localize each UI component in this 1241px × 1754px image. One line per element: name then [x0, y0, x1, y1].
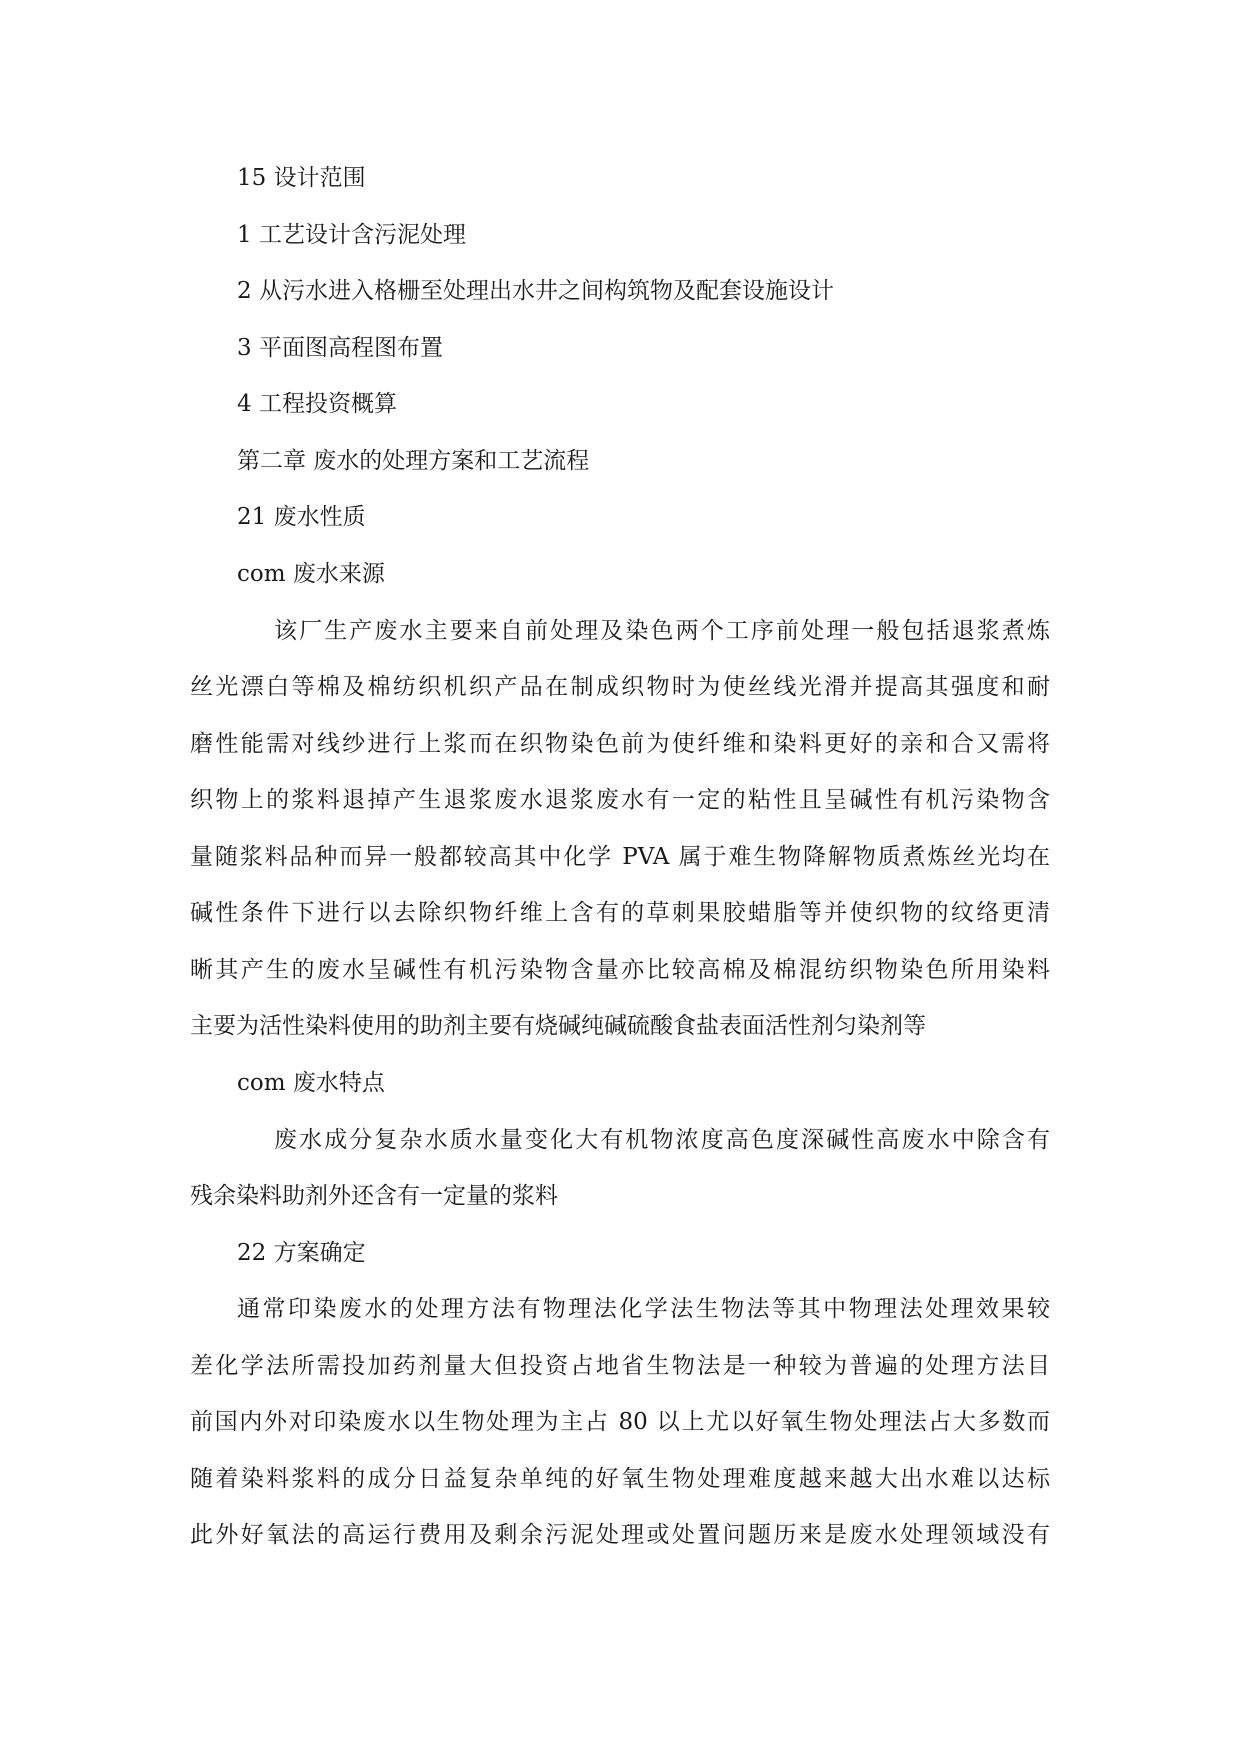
paragraph-line: 此外好氧法的高运行费用及剩余污泥处理或处置问题历来是废水处理领域没有 [190, 1522, 1050, 1548]
paragraph-line: 量随浆料品种而异一般都较高其中化学 PVA 属于难生物降解物质煮炼丝光均在 [190, 844, 1050, 870]
paragraph-line: 随着染料浆料的成分日益复杂单纯的好氧生物处理难度越来越大出水难以达标 [190, 1466, 1050, 1492]
scope-item-3: 3 平面图高程图布置 [237, 335, 443, 361]
paragraph-line: 通常印染废水的处理方法有物理法化学法生物法等其中物理法处理效果较 [237, 1296, 1050, 1322]
paragraph-line: 碱性条件下进行以去除织物纤维上含有的草刺果胶蜡脂等并使织物的纹络更清 [190, 900, 1050, 926]
scope-item-2: 2 从污水进入格栅至处理出水井之间构筑物及配套设施设计 [237, 278, 834, 304]
paragraph-line: 织物上的浆料退掉产生退浆废水退浆废水有一定的粘性且呈碱性有机污染物含 [190, 787, 1050, 813]
paragraph-line: 差化学法所需投加药剂量大但投资占地省生物法是一种较为普遍的处理方法目 [190, 1353, 1050, 1379]
paragraph-line: 前国内外对印染废水以生物处理为主占 80 以上尤以好氧生物处理法占大多数而 [190, 1409, 1050, 1435]
paragraph-line: 该厂生产废水主要来自前处理及染色两个工序前处理一般包括退浆煮炼 [274, 618, 1050, 644]
paragraph-line: 残余染料助剂外还含有一定量的浆料 [190, 1183, 558, 1209]
paragraph-line: 晰其产生的废水呈碱性有机污染物含量亦比较高棉及棉混纺织物染色所用染料 [190, 957, 1050, 983]
paragraph-line: 丝光漂白等棉及棉纺织机织产品在制成织物时为使丝线光滑并提高其强度和耐 [190, 674, 1050, 700]
section-heading-1-5: 15 设计范围 [237, 165, 366, 191]
paragraph-line: 主要为活性染料使用的助剂主要有烧碱纯碱硫酸食盐表面活性剂匀染剂等 [190, 1013, 926, 1039]
section-heading-2-2: 22 方案确定 [237, 1240, 366, 1266]
subsection-heading-source: com 废水来源 [237, 561, 385, 587]
scope-item-1: 1 工艺设计含污泥处理 [237, 222, 466, 248]
section-heading-2-1: 21 废水性质 [237, 504, 366, 530]
chapter-2-title: 第二章 废水的处理方案和工艺流程 [237, 448, 590, 474]
subsection-heading-features: com 废水特点 [237, 1070, 385, 1096]
paragraph-line: 磨性能需对线纱进行上浆而在织物染色前为使纤维和染料更好的亲和合又需将 [190, 731, 1050, 757]
scope-item-4: 4 工程投资概算 [237, 391, 397, 417]
paragraph-line: 废水成分复杂水质水量变化大有机物浓度高色度深碱性高废水中除含有 [274, 1127, 1050, 1153]
